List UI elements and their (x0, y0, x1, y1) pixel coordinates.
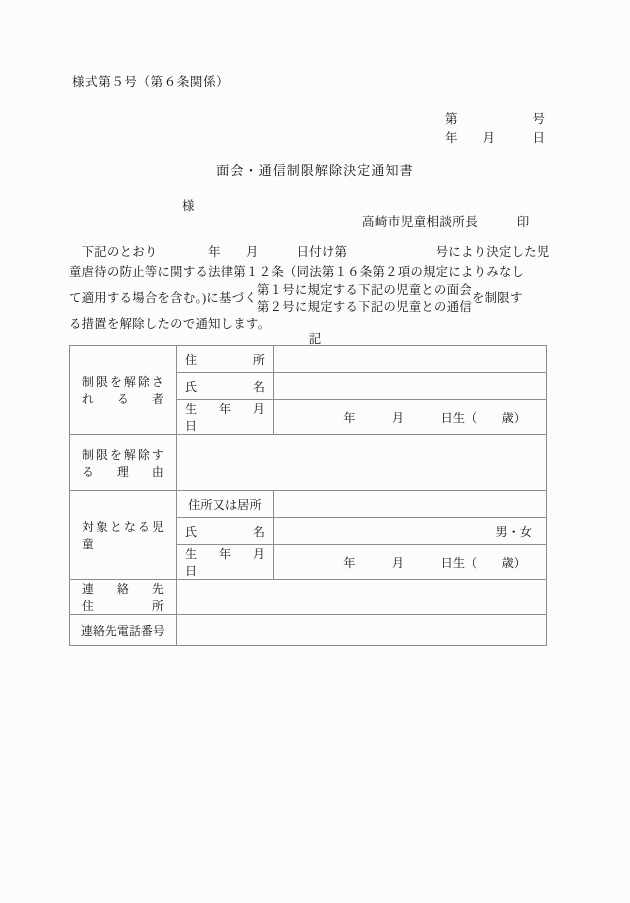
body-line-4: る措置を解除したので通知します。 (69, 317, 271, 331)
addressee-suffix: 様 (182, 199, 195, 213)
row-label-subject-name: 氏 名 (177, 373, 274, 400)
table-row (70, 615, 547, 646)
body-line-3 (69, 282, 547, 315)
page-title: 面会・通信制限解除決定通知書 (216, 163, 414, 178)
table-row (70, 491, 547, 518)
row-label-child-address: 住所又は居所 (177, 491, 274, 518)
row-value-child-birthdate[interactable] (274, 545, 547, 580)
birthdate-placeholder: 年 月 日生（ 歳） (343, 410, 526, 425)
group-label-subject: 制限を解除される者 (70, 346, 177, 435)
row-value-child-address[interactable] (274, 491, 547, 518)
row-value-subject-name[interactable] (274, 373, 547, 400)
row-label-subject-address: 住 所 (177, 346, 274, 373)
row-value-reason[interactable] (177, 435, 547, 491)
restriction-option-meeting: 第１号に規定する下記の児童との面会 (257, 283, 472, 297)
document-number-line: 第 号 (444, 112, 545, 126)
table-row (70, 435, 547, 491)
restriction-option-communication: 第２号に規定する下記の児童との通信 (257, 299, 472, 314)
issuer-name: 高崎市児童相談所長 印 (362, 215, 530, 229)
body-line-3-suffix: を制限す (472, 290, 523, 305)
row-label-child-name: 氏 名 (177, 518, 274, 545)
form-table (69, 345, 547, 646)
row-label-contact-phone: 連絡先電話番号 (70, 615, 177, 646)
row-value-subject-address[interactable] (274, 346, 547, 373)
row-value-child-name[interactable] (274, 518, 547, 545)
row-label-child-birthdate: 生 年 月 日 (177, 545, 274, 580)
body-line-3-prefix: て適用する場合を含む。)に基づく (69, 290, 257, 305)
row-label-subject-birthdate: 生 年 月 日 (177, 400, 274, 435)
group-label-reason: 制限を解除する理由 (70, 435, 177, 491)
row-value-subject-birthdate[interactable] (274, 400, 547, 435)
form-number: 様式第５号（第６条関係） (72, 75, 230, 89)
row-value-contact-address[interactable] (177, 580, 547, 615)
document-date-line: 年 月 日 (444, 131, 545, 145)
row-value-contact-phone[interactable] (177, 615, 547, 646)
sex-selector[interactable]: 男・女 (495, 524, 532, 539)
document-number-block (445, 110, 545, 148)
record-marker: 記 (308, 332, 322, 346)
body-line-1: 下記のとおり 年 月 日付け第 号により決定した児 (69, 245, 550, 259)
body-line-2: 童虐待の防止等に関する法律第１２条（同法第１６条第２項の規定によりみなし (69, 264, 525, 279)
restriction-options (257, 282, 472, 315)
birthdate-placeholder: 年 月 日生（ 歳） (343, 555, 526, 570)
table-row (70, 580, 547, 615)
table-row (70, 346, 547, 373)
body-paragraph (69, 243, 550, 335)
row-label-contact-address: 連 絡 先 住 所 (70, 580, 177, 615)
group-label-child: 対象となる児童 (70, 491, 177, 580)
